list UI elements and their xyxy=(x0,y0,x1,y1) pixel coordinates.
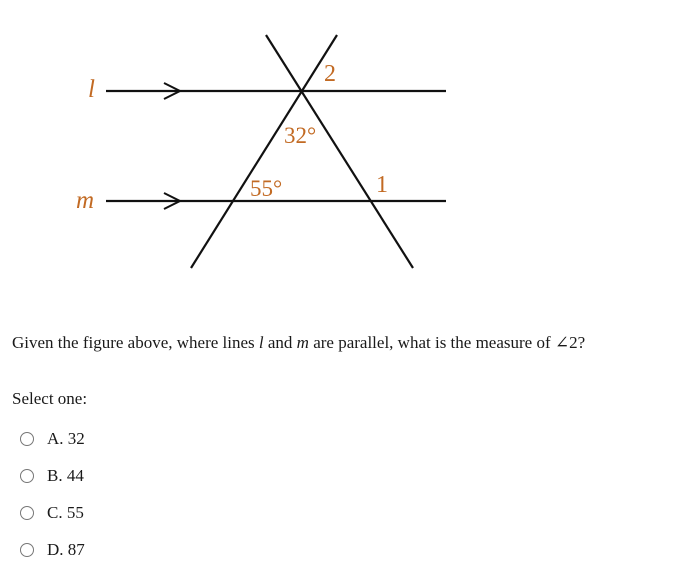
option-a-label: A. 32 xyxy=(47,428,85,448)
option-c[interactable] xyxy=(20,494,85,531)
select-one-label: Select one: xyxy=(12,389,88,408)
angle-55-label: 55° xyxy=(250,176,283,201)
line-m-label: m xyxy=(76,187,95,214)
radio-a[interactable] xyxy=(20,432,34,446)
transversal-left xyxy=(191,35,337,268)
angle-1-label: 1 xyxy=(376,172,388,198)
radio-d[interactable] xyxy=(20,543,34,557)
angle-2-label: 2 xyxy=(324,61,336,87)
angle-32-label: 32° xyxy=(284,123,317,148)
question-line-l: l xyxy=(258,333,264,352)
option-b[interactable] xyxy=(20,457,85,494)
transversal-right xyxy=(266,35,413,268)
radio-c[interactable] xyxy=(20,506,34,520)
option-d[interactable] xyxy=(20,531,85,568)
option-b-label: B. 44 xyxy=(47,465,84,485)
answer-options xyxy=(20,420,85,568)
question-line-m: m xyxy=(296,333,309,352)
question-text: Given the figure above, where lines l and m are parallel, what is the measure of ∠2? xyxy=(12,333,586,352)
line-l-label: l xyxy=(88,76,95,103)
radio-b[interactable] xyxy=(20,469,34,483)
option-c-label: C. 55 xyxy=(47,502,84,522)
option-a[interactable] xyxy=(20,420,85,457)
option-d-label: D. 87 xyxy=(47,539,85,559)
